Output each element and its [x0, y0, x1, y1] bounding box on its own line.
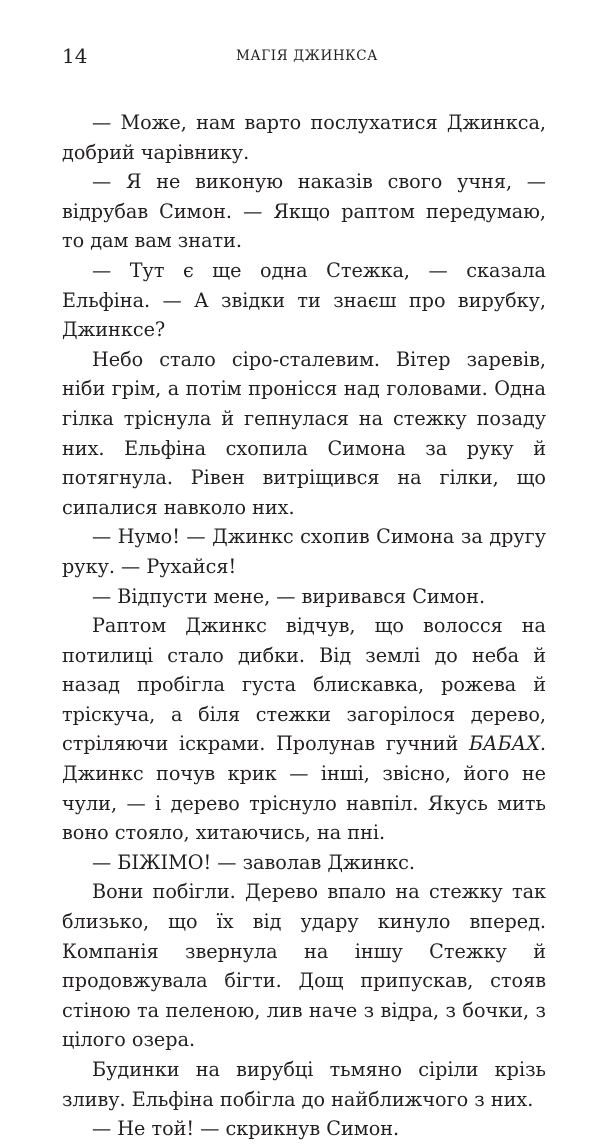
paragraph: — Нумо! — Джинкс схопив Симона за другу руку. — Рухайся!	[62, 525, 546, 578]
paragraph	[62, 611, 546, 848]
paragraph: — Відпусти мене, — виривався Симон.	[92, 584, 486, 608]
paragraph: Небо стало сіро-сталевим. Вітер заревів, ніби грім, а потім пронісся над головами. Одна гілка тріснула й гепнулася на стежку позаду них. Ельфіна схопила Симона за руку й потягнула. Рівен витріщився на гілки, що сипалися навколо них.	[62, 347, 546, 519]
page-number: 14	[62, 44, 88, 68]
paragraph: — Може, нам варто послухатися Джинкса, добрий чарівнику.	[62, 111, 546, 164]
emphasis-text: БАБАХ	[468, 732, 540, 756]
paragraph: — БІЖІМО! — заволав Джинкс.	[92, 850, 416, 874]
page-header	[62, 43, 552, 69]
paragraph: — Не той! — скрикнув Симон.	[92, 1117, 400, 1141]
running-title: МАГІЯ ДЖИНКСА	[235, 48, 378, 64]
paragraph: Будинки на вирубці тьмяно сіріли крізь зливу. Ельфіна побігла до найближчого з них.	[62, 1058, 546, 1111]
paragraph: — Тут є ще одна Стежка, — сказала Ельфіна. — А звідки ти знаєш про вирубку, Джинксе?	[62, 258, 546, 342]
paragraph: — Я не виконую наказів свого учня, — відрубав Симон. — Якщо раптом передумаю, то дам вам знати.	[62, 170, 546, 253]
body-text	[62, 108, 546, 1144]
paragraph: Вони побігли. Дерево впало на стежку так близько, що їх від удару кинуло вперед. Компанія звернула на іншу Стежку й продовжувала бігти. Дощ припускав, стояв стіною та пеленою, лив наче з відра, з бочки, з цілого озера.	[62, 880, 546, 1052]
paragraph-text: Раптом Джинкс відчув, що волосся на потилиці стало дибки. Від землі до неба й назад пробігла густа блискавка, рожева й тріскуча, а біля стежки загорілося дерево, стріляючи іскрами. Пролунав гучний	[62, 614, 546, 756]
paragraph-text: . Джинкс почув крик — інші, звісно, його не чули, — і дерево тріснуло навпіл. Якусь мить воно стояло, хитаючись, на пні.	[62, 732, 546, 845]
